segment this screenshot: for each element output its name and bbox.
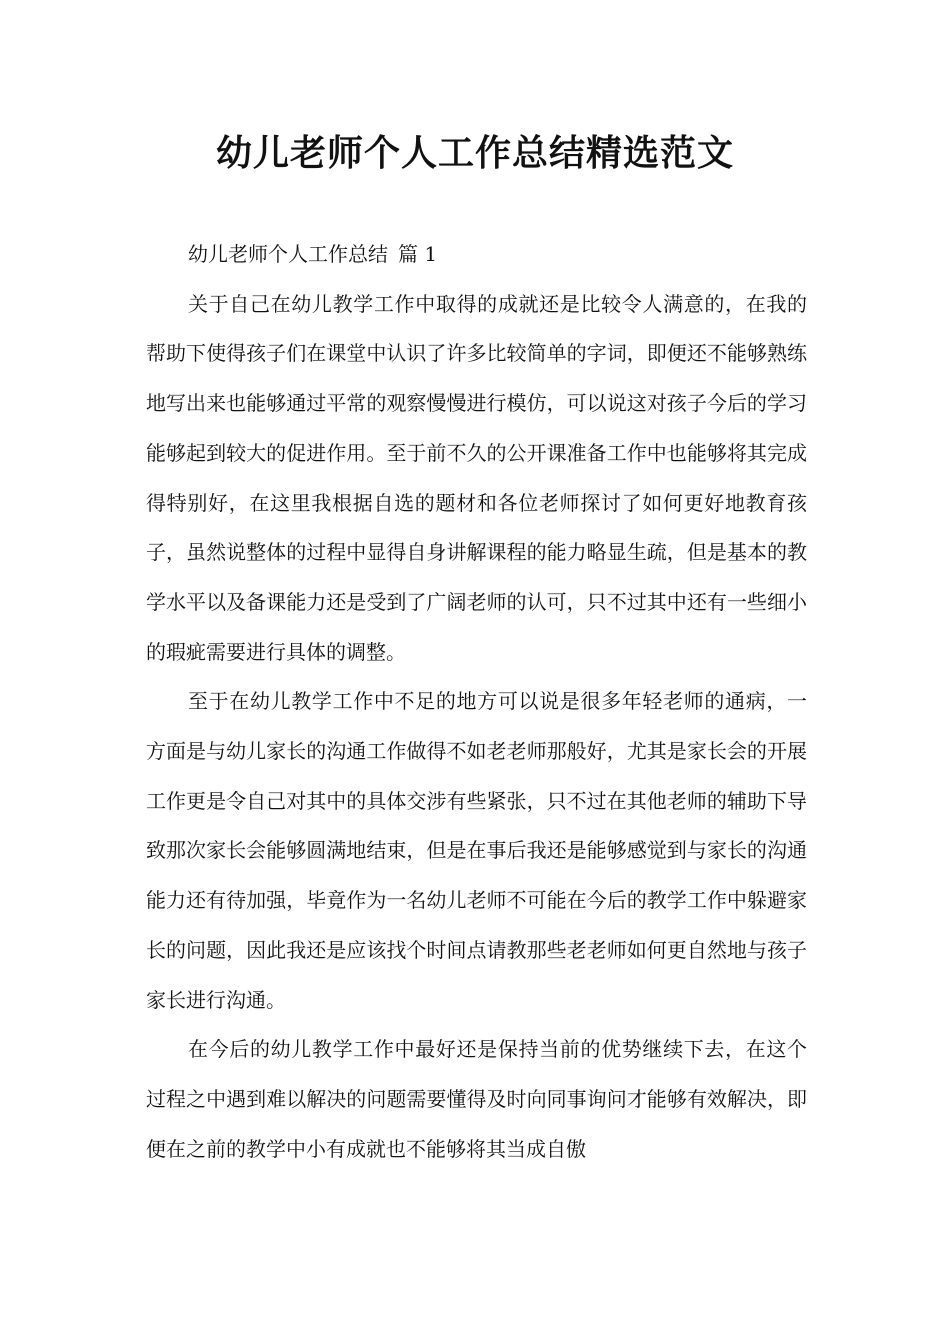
section-heading-text: 幼儿老师个人工作总结 [188,242,388,266]
document-title: 幼儿老师个人工作总结精选范文 [215,133,734,174]
document-body [146,230,807,1174]
section-heading [146,230,807,280]
body-paragraph-1: 关于自己在幼儿教学工作中取得的成就还是比较令人满意的，在我的帮助下使得孩子们在课堂中认识了许多比较简单的字词，即便还不能够熟练地写出来也能够通过平常的观察慢慢进行模仿，可以说这对孩子今后的学习能够起到较大的促进作用。至于前不久的公开课准备工作中也能够将其完成得特别好，在这里我根据自选的题材和各位老师探讨了如何更好地教育孩子，虽然说整体的过程中显得自身讲解课程的能力略显生疏，但是基本的教学水平以及备课能力还是受到了广阔老师的认可，只不过其中还有一些细小的瑕疵需要进行具体的调整。 [146,291,807,664]
body-paragraph-3: 在今后的幼儿教学工作中最好还是保持当前的优势继续下去，在这个过程之中遇到难以解决的问题需要懂得及时向同事询问才能够有效解决，即便在之前的教学中小有成就也不能够将其当成自傲 [146,1037,807,1161]
section-heading-part: 篇 1 [398,242,438,266]
body-paragraph-2: 至于在幼儿教学工作中不足的地方可以说是很多年轻老师的通病，一方面是与幼儿家长的沟通工作做得不如老老师那般好，尤其是家长会的开展工作更是令自己对其中的具体交涉有些紧张，只不过在其他老师的辅助下导致那次家长会能够圆满地结束，但是在事后我还是能够感觉到与家长的沟通能力还有待加强，毕竟作为一名幼儿老师不可能在今后的教学工作中躲避家长的问题，因此我还是应该找个时间点请教那些老老师如何更自然地与孩子家长进行沟通。 [146,689,807,1012]
